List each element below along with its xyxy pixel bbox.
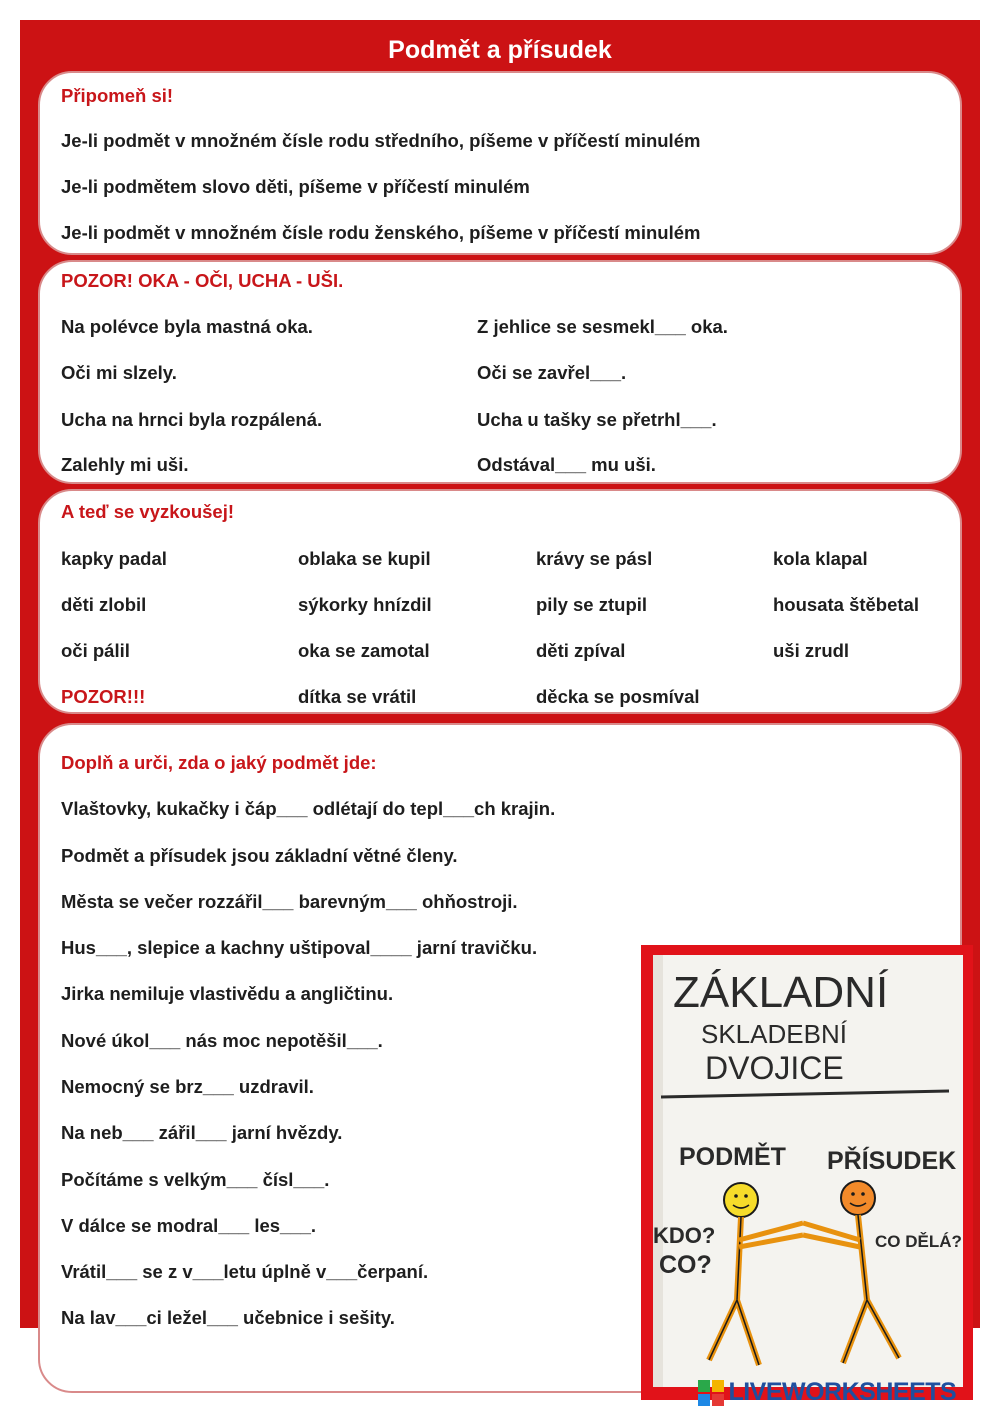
practice-item: oblaka se kupil bbox=[298, 548, 431, 569]
practice-item: dítka se vrátil bbox=[298, 686, 417, 707]
rule-line: Je-li podmět v množném čísle rodu středního, píšeme v příčestí minulém bbox=[61, 130, 701, 151]
poster-subtitle-2: DVOJICE bbox=[705, 1050, 844, 1086]
poster-subtitle: SKLADEBNÍ bbox=[701, 1019, 847, 1049]
poster-title: ZÁKLADNÍ bbox=[673, 968, 889, 1017]
fill-in-sentence: Na neb___ zářil___ jarní hvězdy. bbox=[61, 1122, 343, 1143]
practice-item: housata štěbetal bbox=[773, 594, 919, 615]
example-sentence: Na polévce byla mastná oka. bbox=[61, 316, 313, 337]
practice-item: oka se zamotal bbox=[298, 640, 430, 661]
exercise-sentence: Z jehlice se sesmekl___ oka. bbox=[477, 316, 728, 337]
practice-item: děti zlobil bbox=[61, 594, 147, 615]
liveworksheets-logo-icon bbox=[698, 1380, 724, 1406]
section-heading: A teď se vyzkoušej! bbox=[61, 501, 235, 522]
example-sentence: Zalehly mi uši. bbox=[61, 454, 189, 475]
fill-in-sentence: V dálce se modral___ les___. bbox=[61, 1215, 317, 1236]
example-sentence: Ucha na hrnci byla rozpálená. bbox=[61, 409, 323, 430]
fill-in-sentence: Na lav___ci ležel___ učebnice i sešity. bbox=[61, 1307, 395, 1328]
predicate-question: CO DĚLÁ? bbox=[875, 1232, 962, 1251]
practice-item: uši zrudl bbox=[773, 640, 850, 661]
fill-in-sentence: Vlaštovky, kukačky i čáp___ odlétají do tepl___ch krajin. bbox=[61, 798, 556, 819]
practice-item: kola klapal bbox=[773, 548, 868, 569]
fill-in-sentence: Jirka nemiluje vlastivědu a angličtinu. bbox=[61, 983, 394, 1004]
practice-item: děti zpíval bbox=[536, 640, 626, 661]
watermark-text: LIVEWORKSHEETS bbox=[728, 1378, 957, 1406]
section-heading: Doplň a urči, zda o jaký podmět jde: bbox=[61, 752, 377, 773]
exercise-sentence: Odstával___ mu uši. bbox=[477, 454, 656, 475]
subject-question-what: CO? bbox=[659, 1251, 712, 1279]
page-title: Podmět a přísudek bbox=[388, 36, 612, 64]
section-heading: Připomeň si! bbox=[61, 85, 174, 106]
page-margin bbox=[980, 0, 1000, 1413]
poster-illustration bbox=[653, 955, 963, 1387]
practice-item: krávy se pásl bbox=[536, 548, 653, 569]
watermark bbox=[698, 1378, 956, 1408]
exercise-sentence: Ucha u tašky se přetrhl___. bbox=[477, 409, 717, 430]
practice-panel bbox=[38, 489, 962, 714]
fill-in-sentence: Podmět a přísudek jsou základní větné členy. bbox=[61, 845, 458, 866]
subject-question-who: KDO? bbox=[653, 1223, 716, 1248]
reminder-panel bbox=[38, 71, 962, 255]
example-sentence: Oči mi slzely. bbox=[61, 362, 177, 383]
practice-item: kapky padal bbox=[61, 548, 167, 569]
practice-item: pily se ztupil bbox=[536, 594, 648, 615]
caution-panel bbox=[38, 260, 962, 484]
predicate-label: PŘÍSUDEK bbox=[827, 1147, 957, 1175]
fill-in-sentence: Počítáme s velkým___ čísl___. bbox=[61, 1169, 330, 1190]
rule-line: Je-li podmět v množném čísle rodu ženského, píšeme v příčestí minulém bbox=[61, 222, 701, 243]
practice-item: děcka se posmíval bbox=[536, 686, 700, 707]
section-heading: POZOR! OKA - OČI, UCHA - UŠI. bbox=[61, 270, 344, 291]
rule-line: Je-li podmětem slovo děti, píšeme v příčestí minulém bbox=[61, 176, 530, 197]
caution-label: POZOR!!! bbox=[61, 686, 146, 707]
exercise-sentence: Oči se zavřel___. bbox=[477, 362, 627, 383]
fill-in-sentence: Vrátil___ se z v___letu úplně v___čerpaní. bbox=[61, 1261, 429, 1282]
fill-in-sentence: Hus___, slepice a kachny uštipoval____ jarní travičku. bbox=[61, 937, 538, 958]
practice-item: oči pálil bbox=[61, 640, 130, 661]
practice-item: sýkorky hnízdil bbox=[298, 594, 432, 615]
fill-in-sentence: Města se večer rozzářil___ barevným___ ohňostroji. bbox=[61, 891, 518, 912]
poster-photo bbox=[641, 945, 973, 1400]
fill-in-sentence: Nové úkol___ nás moc nepotěšil___. bbox=[61, 1030, 383, 1051]
subject-label: PODMĚT bbox=[679, 1143, 786, 1171]
fill-in-sentence: Nemocný se brz___ uzdravil. bbox=[61, 1076, 314, 1097]
